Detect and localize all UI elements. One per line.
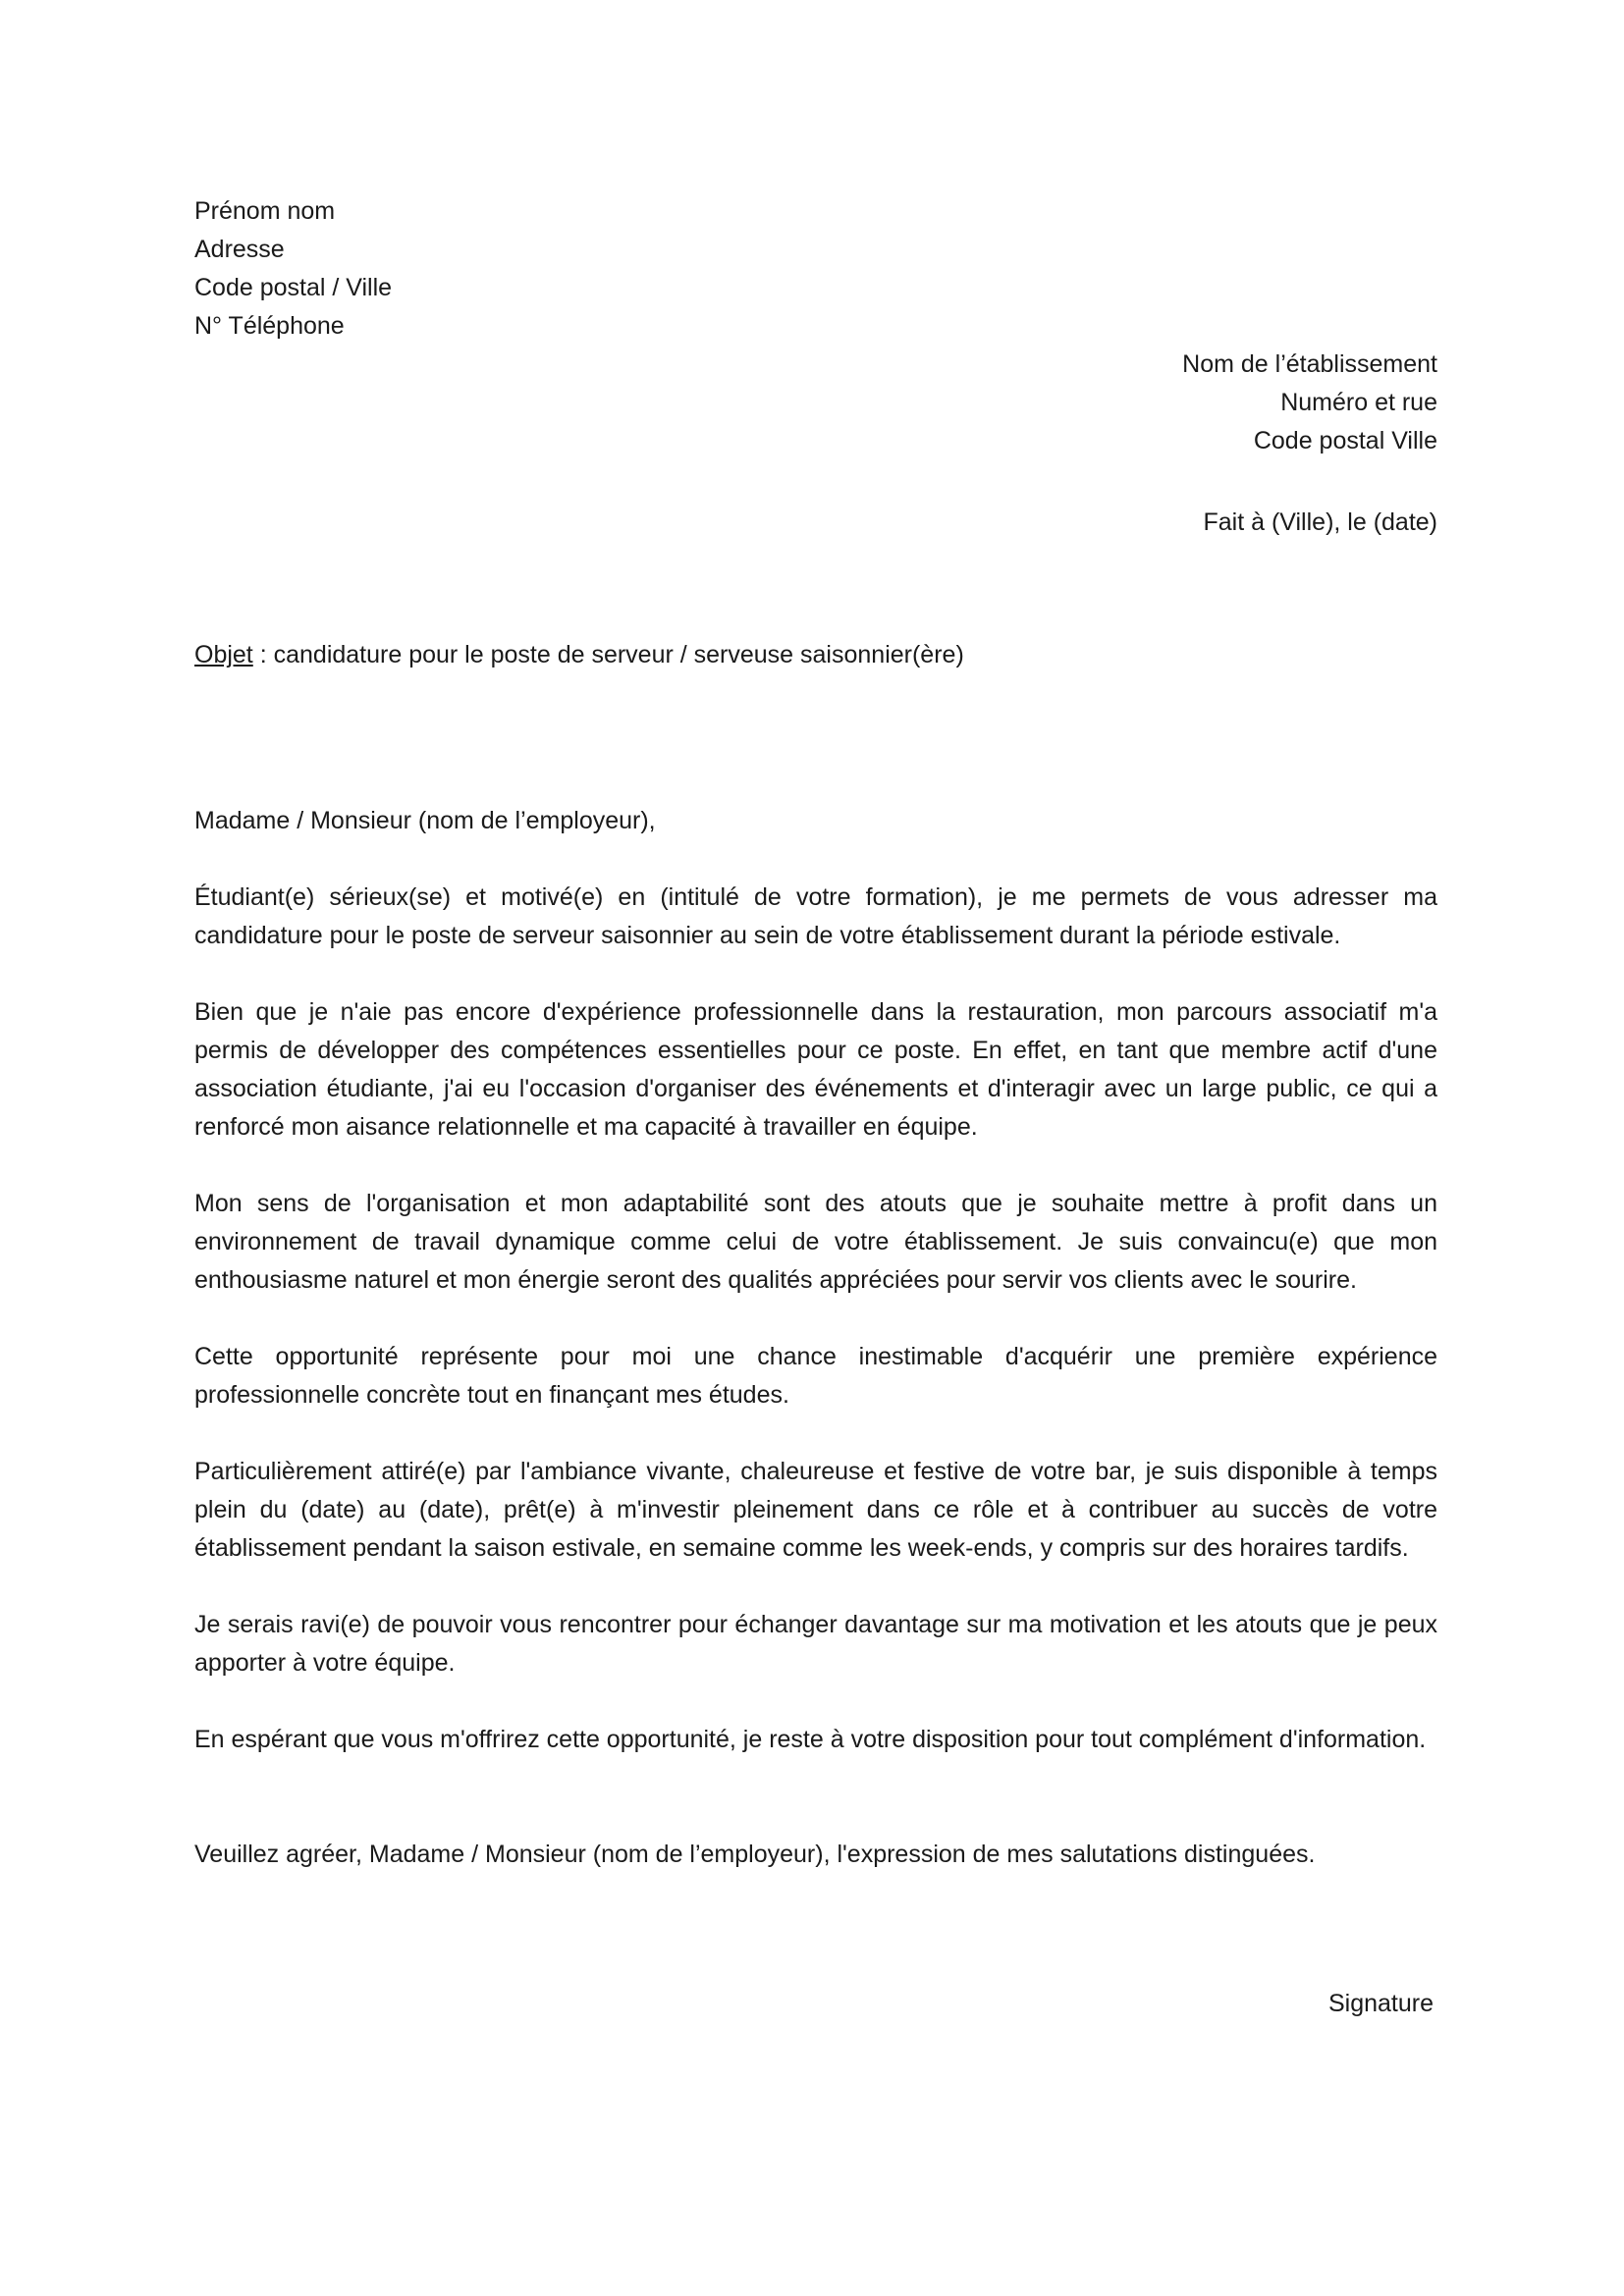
paragraph-intro: Étudiant(e) sérieux(se) et motivé(e) en (intitulé de votre formation), je me permets de vous adresser ma candidature pour le poste de serveur saisonnier au sein de votre établissement durant la période estivale. xyxy=(194,883,1437,949)
recipient-city: Code postal Ville xyxy=(1253,427,1437,454)
paragraph-qualities: Mon sens de l'organisation et mon adaptabilité sont des atouts que je souhaite mettre à profit dans un environnement de travail dynamique comme celui de votre établissement. Je suis convaincu(e) que mon enthousiasme naturel et mon énergie seront des qualités appréciées pour servir vos clients avec le sourire. xyxy=(194,1190,1437,1294)
recipient-establishment: Nom de l’établissement xyxy=(1182,350,1437,378)
sender-name: Prénom nom xyxy=(194,197,336,225)
subject-label: Objet xyxy=(194,641,253,668)
recipient-block xyxy=(1182,346,1437,460)
place-date: Fait à (Ville), le (date) xyxy=(1203,508,1437,536)
paragraph-closing: En espérant que vous m'offrirez cette opportunité, je reste à votre disposition pour tout complément d'information. xyxy=(194,1726,1427,1753)
recipient-street: Numéro et rue xyxy=(1280,389,1437,416)
paragraph-meeting: Je serais ravi(e) de pouvoir vous rencontrer pour échanger davantage sur ma motivation et les atouts que je peux apporter à votre équipe. xyxy=(194,1611,1437,1677)
salutation: Madame / Monsieur (nom de l’employeur), xyxy=(194,807,656,834)
paragraph-regards: Veuillez agréer, Madame / Monsieur (nom de l’employeur), l'expression de mes salutations distinguées. xyxy=(194,1841,1316,1868)
subject-text: : candidature pour le poste de serveur / serveuse saisonnier(ère) xyxy=(252,641,964,668)
subject-line xyxy=(194,636,964,674)
signature: Signature xyxy=(1327,1990,1434,2017)
sender-address: Adresse xyxy=(194,236,285,263)
paragraph-availability: Particulièrement attiré(e) par l'ambiance vivante, chaleureuse et festive de votre bar, je suis disponible à temps plein du (date) au (date), prêt(e) à m'investir pleinement dans ce rôle et à contribuer au succès de votre établissement pendant la saison estivale, en semaine comme les week-ends, y compris sur des horaires tardifs. xyxy=(194,1458,1437,1562)
paragraph-experience: Bien que je n'aie pas encore d'expérience professionnelle dans la restauration, mon parcours associatif m'a permis de développer des compétences essentielles pour ce poste. En effet, en tant que membre actif d'une association étudiante, j'ai eu l'occasion d'organiser des événements et d'interagir avec un large public, ce qui a renforcé mon aisance relationnelle et ma capacité à travailler en équipe. xyxy=(194,998,1437,1141)
paragraph-opportunity: Cette opportunité représente pour moi une chance inestimable d'acquérir une première expérience professionnelle concrète tout en finançant mes études. xyxy=(194,1343,1437,1409)
sender-city: Code postal / Ville xyxy=(194,274,393,301)
sender-phone: N° Téléphone xyxy=(194,312,345,340)
sender-block xyxy=(194,192,392,346)
